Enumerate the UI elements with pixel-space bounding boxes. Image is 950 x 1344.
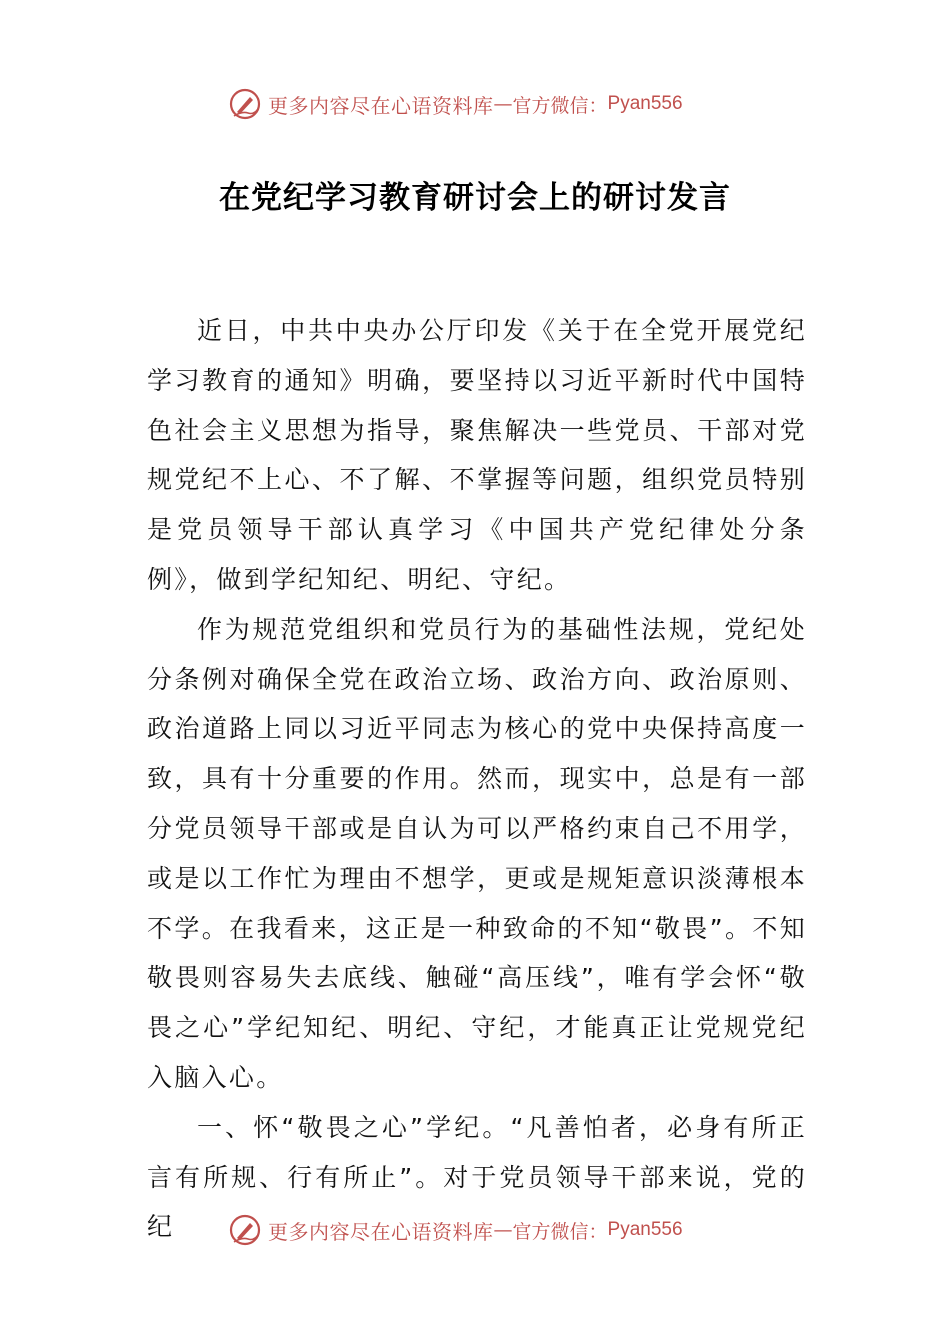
banner-separator: —: [493, 1219, 513, 1241]
document-body: [147, 306, 807, 1252]
paragraph: 近日，中共中央办公厅印发《关于在全党开展党纪学习教育的通知》明确，要坚持以习近平新时代中国特色社会主义思想为指导，聚焦解决一些党员、干部对党规党纪不上心、不了解、不掌握等问题，组织党员特别是党员领导干部认真学习《中国共产党纪律处分条例》，做到学纪知纪、明纪、守纪。: [147, 316, 807, 594]
footer-banner: [228, 1212, 683, 1248]
pen-logo-icon: [228, 1213, 262, 1247]
banner-brand-text: 更多内容尽在心语资料库: [268, 1219, 494, 1244]
banner-wechat-id: Pyan556: [607, 1219, 683, 1240]
banner-wechat-label: 官方微信：: [512, 94, 608, 117]
document-title: 在党纪学习教育研讨会上的研讨发言: [219, 180, 731, 216]
header-banner: [228, 86, 683, 122]
paragraph: 一、怀“敬畏之心”学纪。“凡善怕者，必身有所正言有所规、行有所止”。对于党员领导干部来说，党的纪: [147, 1112, 807, 1242]
pen-logo-icon: [228, 87, 262, 121]
banner-wechat-id: Pyan556: [607, 93, 683, 114]
banner-wechat-label: 官方微信：: [512, 1220, 608, 1243]
paragraph: 作为规范党组织和党员行为的基础性法规，党纪处分条例对确保全党在政治立场、政治方向、政治原则、政治道路上同以习近平同志为核心的党中央保持高度一致，具有十分重要的作用。然而，现实中，总是有一部分党员领导干部或是自认为可以严格约束自己不用学，或是以工作忙为理由不想学，更或是规矩意识淡薄根本不学。在我看来，这正是一种致命的不知“敬畏”。不知敬畏则容易失去底线、触碰“高压线”，唯有学会怀“敬畏之心”学纪知纪、明纪、守纪，才能真正让党规党纪入脑入心。: [147, 614, 807, 1092]
banner-separator: —: [493, 93, 513, 115]
banner-brand-text: 更多内容尽在心语资料库: [268, 93, 494, 118]
